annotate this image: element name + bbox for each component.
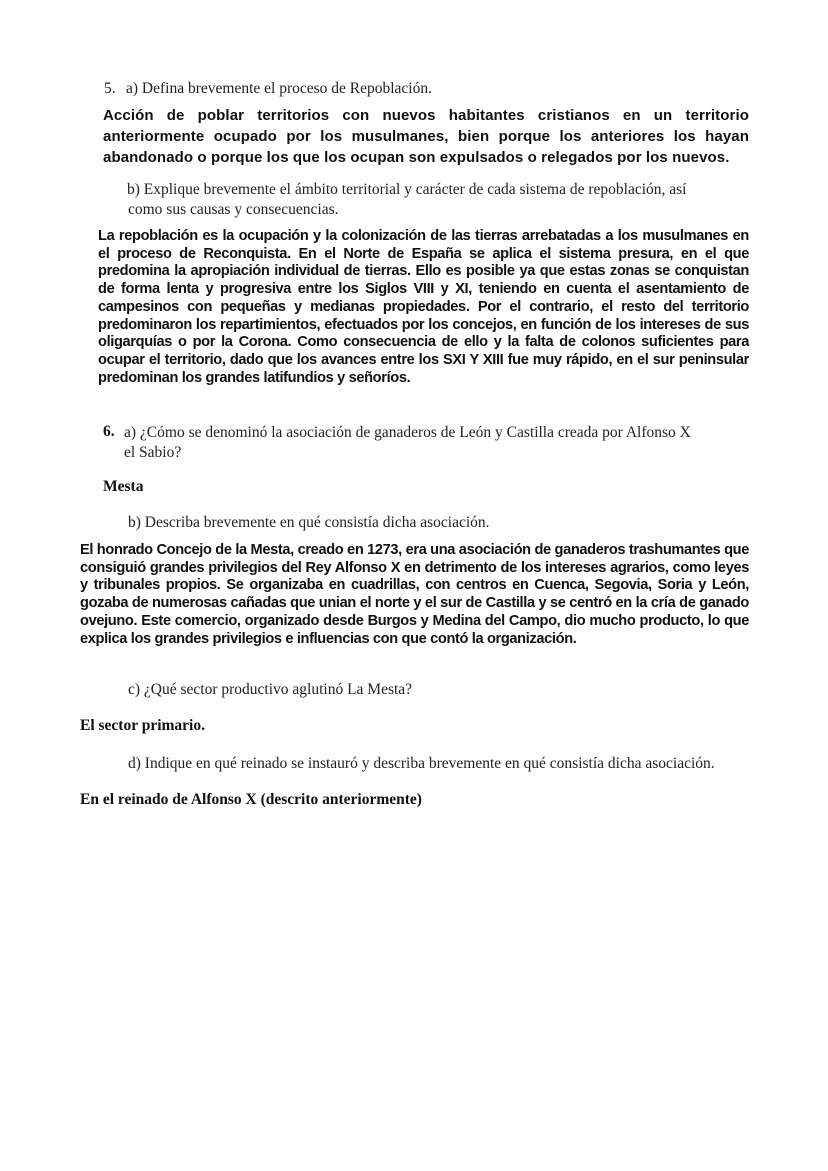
q6b-answer: El honrado Concejo de la Mesta, creado en 1273, era una asociación de ganaderos trashumantes que consiguió grandes privilegios del Rey Alfonso X en detrimento de los intereses agrarios, como leyes y tribunales propios. Se organizaba en cuadrillas, con centros en Cuenca, Segovia, Soria y León, gozaba de numerosas cañadas que unian el norte y el sur de Castilla y se centró en la cría de ganado ovejuno. Este comercio, organizado desde Burgos y Medina del Campo, dio mucho producto, lo que explica los grandes privilegios e influencias con que contó la organización.: [80, 542, 749, 647]
q6b-question: b) Describa brevemente en qué consistía dicha asociación.: [128, 514, 490, 531]
q6a-question-line2: el Sabio?: [124, 444, 182, 461]
q5-number: 5.: [104, 80, 116, 97]
q5b-answer: La repoblación es la ocupación y la colonización de las tierras arrebatadas a los musulmanes en el proceso de Reconquista. En el Norte de España se aplica el sistema presura, en el que predomina la apropiación individual de tierras. Ello es posible ya que estas zonas se conquistan de forma lenta y progresiva entre los Siglos VIII y XI, teniendo en cuenta el asentamiento de campesinos con pequeñas y medianas propiedades. Por el contrario, el resto del territorio predominaron los repartimientos, efectuados por los concejos, en función de los intereses de sus oligarquías o por la Corona. Como consecuencia de ello y la falta de colonos suficientes para ocupar el territorio, dado que los avances entre los SXI Y XIII fue muy rápido, en el sur peninsular predominan los grandes latifundios y señoríos.: [98, 228, 749, 386]
q5b-question-line1: b) Explique brevemente el ámbito territorial y carácter de cada sistema de repoblación, así: [127, 181, 687, 198]
q6d-answer: En el reinado de Alfonso X (descrito anteriormente): [80, 791, 422, 808]
q6d-question: d) Indique en qué reinado se instauró y describa brevemente en qué consistía dicha asociación.: [128, 755, 715, 772]
q5b-question-line2: como sus causas y consecuencias.: [128, 201, 339, 218]
q5a-answer: Acción de poblar territorios con nuevos habitantes cristianos en un territorio anteriormente ocupado por los musulmanes, bien porque los anteriores los hayan abandonado o porque los que los ocupan son expulsados o relegados por los nuevos.: [103, 107, 749, 166]
q6c-question: c) ¿Qué sector productivo aglutinó La Mesta?: [128, 681, 413, 698]
q6c-answer: El sector primario.: [80, 717, 205, 734]
q5a-question: a) Defina brevemente el proceso de Repoblación.: [126, 80, 432, 97]
q6a-question-line1: a) ¿Cómo se denominó la asociación de ganaderos de León y Castilla creada por Alfonso X: [124, 424, 691, 441]
q6-number: 6.: [103, 423, 115, 440]
q6a-answer: Mesta: [103, 478, 144, 495]
